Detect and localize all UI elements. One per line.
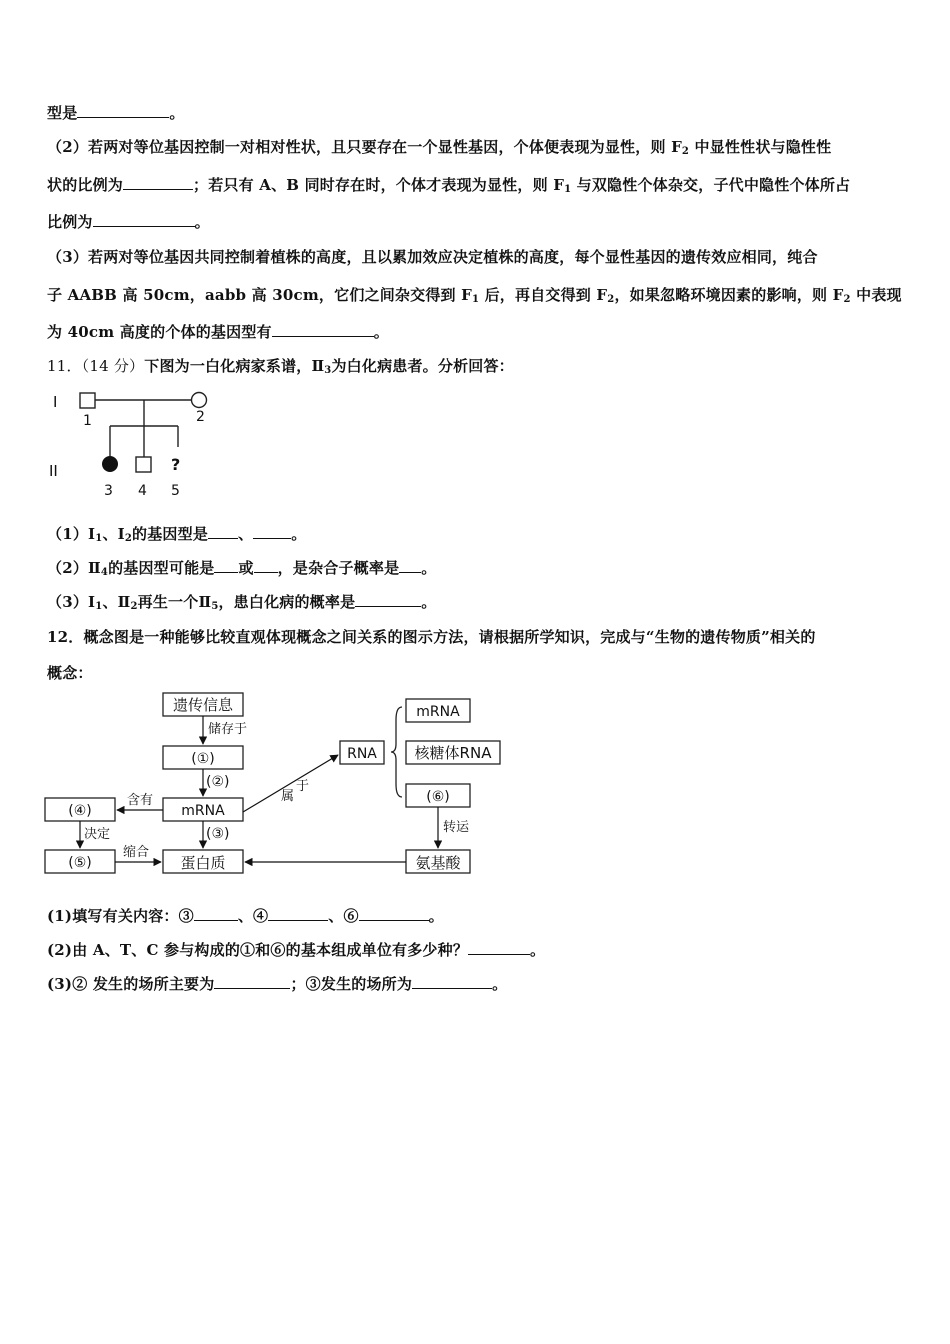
svg-text:(④): (④) bbox=[68, 803, 92, 819]
svg-text:核糖体RNA: 核糖体RNA bbox=[414, 744, 492, 762]
q11-sub2: $(2)Ⅱ_4$的基因型可能是 或 ，是杂合子概率是 。 bbox=[47, 559, 437, 578]
q10-p3-line1: （3）若两对等位基因共同控制着植株的高度，且以累加效应决定植株的高度，每个显性基因的遗传效应相同，纯合 bbox=[47, 248, 818, 266]
svg-text:(⑥): (⑥) bbox=[426, 789, 450, 805]
svg-text:3: 3 bbox=[104, 483, 113, 499]
svg-text:转运: 转运 bbox=[443, 820, 470, 835]
svg-text:(③): (③) bbox=[206, 826, 230, 842]
q11-sub3: $(3)Ⅰ_1$、$Ⅱ_2$再生一个$Ⅱ_5$，患白化病的概率是 。 bbox=[47, 593, 437, 612]
svg-text:2: 2 bbox=[196, 409, 205, 425]
q11-header: 11．（14 分）下图为一白化病家系谱，$Ⅱ_3$为白化病患者。分析回答： bbox=[47, 357, 514, 376]
answer-blank[interactable] bbox=[359, 908, 429, 921]
svg-text:(②): (②) bbox=[206, 774, 230, 790]
svg-text:1: 1 bbox=[83, 413, 92, 429]
q12-sub1: (1)填写有关内容：③ 、④ 、⑥ 。 bbox=[47, 907, 444, 925]
svg-text:属: 属 bbox=[281, 789, 295, 804]
svg-text:储存于: 储存于 bbox=[208, 722, 248, 737]
answer-blank[interactable] bbox=[214, 976, 290, 989]
individual-II5-unknown: ? bbox=[171, 455, 181, 474]
generation-2-label: II bbox=[49, 462, 58, 480]
svg-text:氨基酸: 氨基酸 bbox=[415, 854, 461, 872]
svg-text:5: 5 bbox=[171, 483, 180, 499]
svg-text:决定: 决定 bbox=[84, 827, 111, 842]
svg-text:RNA: RNA bbox=[347, 746, 377, 762]
q10-p2-line3: 比例为 。 bbox=[47, 213, 210, 231]
q11-sub1: $(1)Ⅰ_1$、$Ⅰ_2$的基因型是 、 。 bbox=[47, 525, 307, 544]
q10-p3-line3: 为 40cm 高度的个体的基因型有 。 bbox=[47, 323, 389, 341]
q12-sub2: (2)由 A、T、C 参与构成的①和⑥的基本组成单位有多少种？ 。 bbox=[47, 941, 546, 959]
svg-text:遗传信息: 遗传信息 bbox=[172, 696, 234, 714]
answer-blank[interactable] bbox=[468, 942, 530, 955]
svg-text:蛋白质: 蛋白质 bbox=[180, 854, 226, 872]
svg-text:于: 于 bbox=[296, 779, 310, 794]
svg-text:缩合: 缩合 bbox=[123, 845, 150, 860]
svg-text:4: 4 bbox=[138, 483, 147, 499]
svg-text:mRNA: mRNA bbox=[416, 704, 460, 720]
svg-text:(⑤): (⑤) bbox=[68, 855, 92, 871]
answer-blank[interactable] bbox=[268, 908, 328, 921]
svg-text:(①): (①) bbox=[191, 751, 215, 767]
q12-header-line2: 概念： bbox=[47, 664, 93, 682]
q10-p2-line2: 状的比例为 ；若只有 A、B 同时存在时，个体才表现为显性，则 $F_1$ 与双隐性个体杂交，子代中隐性个体所占 bbox=[47, 176, 851, 195]
q10-p3-line2: 子 AABB 高 50cm，aabb 高 30cm，它们之间杂交得到 $F_1$ 后，再自交得到 $F_2$，如果忽略环境因素的影响，则 $F_2$ 中表现 bbox=[47, 286, 902, 305]
q12-header-line1: 12．概念图是一种能够比较直观体现概念之间关系的图示方法，请根据所学知识，完成与“生物的遗传物质”相关的 bbox=[47, 628, 816, 646]
generation-1-label: I bbox=[53, 393, 58, 411]
answer-blank[interactable] bbox=[412, 976, 492, 989]
q10-line-a: 型是 。 bbox=[47, 104, 185, 122]
answer-blank[interactable] bbox=[194, 908, 238, 921]
q12-sub3: (3)② 发生的场所主要为 ；③发生的场所为 。 bbox=[47, 975, 508, 993]
svg-text:含有: 含有 bbox=[127, 793, 154, 808]
q10-p2-line1: （2）若两对等位基因控制一对相对性状，且只要存在一个显性基因，个体便表现为显性，则 $F_2$ 中显性性状与隐性性 bbox=[47, 138, 832, 157]
svg-text:mRNA: mRNA bbox=[181, 803, 225, 819]
